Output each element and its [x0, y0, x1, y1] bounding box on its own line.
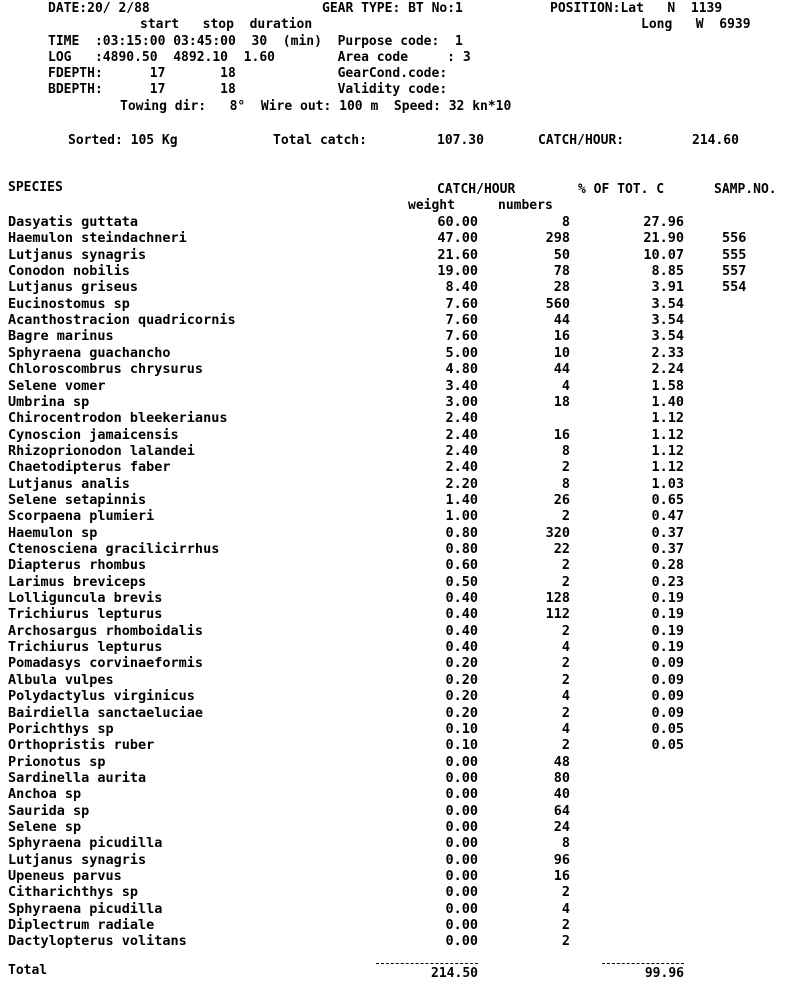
catch-numbers: 298: [545, 230, 570, 247]
species-name: Trichiurus lepturus: [8, 606, 163, 623]
pct-of-total: 8.85: [651, 263, 684, 280]
species-name: Diapterus rhombus: [8, 557, 147, 574]
catch-numbers: 8: [561, 214, 570, 230]
pct-of-total: 1.12: [651, 410, 684, 427]
species-name: Anchoa sp: [8, 786, 82, 803]
catch-weight: 0.20: [445, 688, 478, 705]
catch-weight: 0.10: [445, 720, 478, 737]
species-name: Cynoscion jamaicensis: [8, 426, 179, 443]
species-name: Lolliguncula brevis: [8, 590, 163, 607]
catch-weight: 0.00: [445, 835, 478, 852]
species-name: Sphyraena picudilla: [8, 835, 163, 852]
catch-numbers: 4: [561, 688, 570, 705]
catch-weight: 3.40: [445, 377, 478, 394]
catch-weight: 8.40: [445, 279, 478, 296]
pct-of-total: 1.12: [651, 442, 684, 459]
catch-weight: 0.00: [445, 868, 478, 884]
catch-numbers: 2: [561, 917, 570, 934]
total-pct: 99.96: [644, 966, 684, 981]
catch-weight: 19.00: [437, 263, 478, 280]
catch-weight: 7.60: [445, 328, 478, 345]
pct-of-total: 0.05: [651, 720, 684, 737]
catch-numbers: 44: [553, 312, 570, 329]
species-name: Prionotus sp: [8, 753, 106, 770]
pct-of-total: 0.47: [651, 508, 684, 525]
total-label: Total: [8, 963, 48, 978]
catch-numbers: 2: [561, 704, 570, 721]
column-header-samp-no: SAMP.NO.: [714, 182, 777, 197]
catch-weight: 0.00: [445, 802, 478, 819]
catch-numbers: 96: [553, 851, 570, 868]
pct-of-total: 0.28: [651, 557, 684, 574]
catch-numbers: 28: [553, 279, 570, 296]
species-name: Albula vulpes: [8, 671, 114, 688]
species-name: Selene vomer: [8, 377, 106, 394]
catch-numbers: 4: [561, 900, 570, 917]
species-name: Polydactylus virginicus: [8, 688, 195, 705]
species-name: Porichthys sp: [8, 720, 114, 737]
header-date: DATE:20/ 2/88: [48, 1, 150, 16]
species-name: Bagre marinus: [8, 328, 114, 345]
catch-numbers: 50: [553, 246, 570, 263]
catch-numbers: 2: [561, 884, 570, 901]
catch-weight: 1.40: [445, 491, 478, 508]
sample-number: 555: [722, 246, 747, 263]
column-subheader-numbers: numbers: [498, 198, 553, 213]
catch-weight: 2.20: [445, 475, 478, 492]
catch-numbers: 2: [561, 508, 570, 525]
species-name: Lutjanus synagris: [8, 246, 147, 263]
pct-of-total: 3.54: [651, 312, 684, 329]
catch-numbers: 4: [561, 720, 570, 737]
catch-weight: 0.40: [445, 606, 478, 623]
sample-number: 556: [722, 230, 747, 247]
catch-weight: 0.20: [445, 671, 478, 688]
pct-of-total: 0.19: [651, 590, 684, 607]
species-name: Bairdiella sanctaeluciae: [8, 704, 204, 721]
pct-of-total: 1.12: [651, 426, 684, 443]
catch-numbers: 26: [553, 491, 570, 508]
catch-weight: 7.60: [445, 312, 478, 329]
column-subheader-weight: weight: [408, 198, 455, 213]
catch-weight: 47.00: [437, 230, 478, 247]
species-name: Trichiurus lepturus: [8, 639, 163, 656]
pct-of-total: 0.37: [651, 524, 684, 541]
column-header-catch-hour: CATCH/HOUR: [437, 182, 516, 197]
catch-numbers: 128: [545, 590, 570, 607]
species-name: Sphyraena picudilla: [8, 900, 163, 917]
species-name: Lutjanus synagris: [8, 851, 147, 868]
pct-of-total: 3.54: [651, 328, 684, 345]
catch-numbers: 44: [553, 361, 570, 378]
header-gear-type: GEAR TYPE: BT No:1: [322, 1, 463, 16]
catch-weight: 21.60: [437, 246, 478, 263]
pct-of-total: 0.19: [651, 606, 684, 623]
species-name: Rhizoprionodon lalandei: [8, 442, 195, 459]
pct-of-total: 0.09: [651, 704, 684, 721]
species-name: Chirocentrodon bleekerianus: [8, 410, 228, 427]
catch-weight: 2.40: [445, 410, 478, 427]
catch-weight: 0.00: [445, 786, 478, 803]
catch-weight: 0.80: [445, 541, 478, 557]
catch-numbers: 2: [561, 622, 570, 639]
catch-numbers: 64: [553, 802, 570, 819]
catch-numbers: 80: [553, 769, 570, 786]
total-weight: 214.50: [431, 966, 478, 981]
catch-weight: 60.00: [437, 214, 478, 230]
pct-of-total: 2.24: [651, 361, 684, 378]
catch-weight: 2.40: [445, 459, 478, 476]
catch-numbers: 18: [553, 393, 570, 410]
catch-weight: 1.00: [445, 508, 478, 525]
catch-weight: 0.80: [445, 524, 478, 541]
catch-numbers: 2: [561, 933, 570, 950]
species-name: Umbrina sp: [8, 393, 90, 410]
summary-catch-hour-label: CATCH/HOUR:: [538, 133, 625, 148]
pct-of-total: 27.96: [643, 214, 684, 230]
pct-of-total: 0.19: [651, 639, 684, 656]
pct-of-total: 0.05: [651, 737, 684, 754]
summary-total-catch-value: 107.30: [437, 133, 484, 148]
species-name: Haemulon sp: [8, 524, 98, 541]
catch-weight: 0.50: [445, 573, 478, 590]
pct-of-total: 0.09: [651, 688, 684, 705]
catch-numbers: 24: [553, 818, 570, 835]
sample-number: 557: [722, 263, 747, 280]
pct-of-total: 1.12: [651, 459, 684, 476]
summary-catch-hour-value: 214.60: [692, 133, 739, 148]
pct-of-total: 1.40: [651, 393, 684, 410]
catch-weight: 0.40: [445, 639, 478, 656]
weight-total-rule: [376, 963, 478, 964]
catch-numbers: 22: [553, 541, 570, 557]
pct-of-total: 1.03: [651, 475, 684, 492]
header-time: TIME :03:15:00 03:45:00 30 (min) Purpose code: 1: [48, 34, 463, 49]
species-name: Scorpaena plumieri: [8, 508, 155, 525]
catch-weight: 4.80: [445, 361, 478, 378]
species-name: Conodon nobilis: [8, 263, 130, 280]
catch-weight: 0.10: [445, 737, 478, 754]
pct-of-total: 3.54: [651, 295, 684, 312]
pct-of-total: 21.90: [643, 230, 684, 247]
catch-numbers: 8: [561, 835, 570, 852]
species-name: Larimus breviceps: [8, 573, 147, 590]
summary-sorted: Sorted: 105 Kg: [68, 133, 178, 148]
catch-weight: 0.00: [445, 818, 478, 835]
catch-weight: 0.40: [445, 622, 478, 639]
species-name: Citharichthys sp: [8, 884, 139, 901]
catch-numbers: 48: [553, 753, 570, 770]
species-name: Chaetodipterus faber: [8, 459, 171, 476]
catch-numbers: 2: [561, 737, 570, 754]
species-name: Selene sp: [8, 818, 82, 835]
header-position-lat: POSITION:Lat N 1139: [550, 1, 723, 16]
catch-weight: 3.00: [445, 393, 478, 410]
species-name: Selene setapinnis: [8, 491, 147, 508]
species-name: Saurida sp: [8, 802, 90, 819]
catch-weight: 0.00: [445, 884, 478, 901]
species-name: Lutjanus analis: [8, 475, 130, 492]
species-name: Sardinella aurita: [8, 769, 147, 786]
catch-weight: 0.20: [445, 655, 478, 672]
species-name: Upeneus parvus: [8, 868, 122, 884]
pct-of-total: 2.33: [651, 344, 684, 361]
pct-of-total: 0.09: [651, 655, 684, 672]
catch-weight: 2.40: [445, 426, 478, 443]
pct-of-total: 0.23: [651, 573, 684, 590]
catch-numbers: 2: [561, 573, 570, 590]
header-log: LOG :4890.50 4892.10 1.60 Area code : 3: [48, 50, 471, 65]
catch-weight: 2.40: [445, 442, 478, 459]
catch-weight: 0.00: [445, 900, 478, 917]
header-position-long: Long W 6939: [641, 17, 751, 32]
header-towing: Towing dir: 8° Wire out: 100 m Speed: 32 kn*10: [120, 99, 512, 114]
catch-numbers: 4: [561, 639, 570, 656]
catch-numbers: 16: [553, 426, 570, 443]
header-bdepth: BDEPTH: 17 18 Validity code:: [48, 82, 448, 97]
sample-number: 554: [722, 279, 747, 296]
pct-of-total: 3.91: [651, 279, 684, 296]
catch-weight: 0.00: [445, 753, 478, 770]
catch-weight: 0.00: [445, 917, 478, 934]
species-name: Orthopristis ruber: [8, 737, 155, 754]
catch-numbers: 2: [561, 671, 570, 688]
catch-weight: 0.60: [445, 557, 478, 574]
catch-numbers: 78: [553, 263, 570, 280]
species-name: Eucinostomus sp: [8, 295, 130, 312]
catch-weight: 0.00: [445, 933, 478, 950]
catch-numbers: 8: [561, 442, 570, 459]
pct-of-total: 0.65: [651, 491, 684, 508]
catch-numbers: 16: [553, 328, 570, 345]
header-fdepth: FDEPTH: 17 18 GearCond.code:: [48, 66, 448, 81]
catch-weight: 5.00: [445, 344, 478, 361]
species-name: Sphyraena guachancho: [8, 344, 171, 361]
catch-numbers: 112: [545, 606, 570, 623]
catch-weight: 0.00: [445, 851, 478, 868]
species-name: Acanthostracion quadricornis: [8, 312, 236, 329]
catch-numbers: 4: [561, 377, 570, 394]
catch-numbers: 2: [561, 459, 570, 476]
column-header-species: SPECIES: [8, 180, 63, 195]
species-name: Haemulon steindachneri: [8, 230, 187, 247]
catch-weight: 7.60: [445, 295, 478, 312]
catch-numbers: 16: [553, 868, 570, 884]
species-name: Diplectrum radiale: [8, 917, 155, 934]
pct-of-total: 10.07: [643, 246, 684, 263]
pct-total-rule: [602, 963, 684, 964]
species-name: Archosargus rhomboidalis: [8, 622, 204, 639]
catch-numbers: 40: [553, 786, 570, 803]
species-name: Chloroscombrus chrysurus: [8, 361, 204, 378]
species-name: Dactylopterus volitans: [8, 933, 187, 950]
species-name: Ctenosciena gracilicirrhus: [8, 541, 220, 557]
catch-numbers: 2: [561, 655, 570, 672]
pct-of-total: 0.19: [651, 622, 684, 639]
catch-numbers: 560: [545, 295, 570, 312]
pct-of-total: 0.37: [651, 541, 684, 557]
catch-numbers: 320: [545, 524, 570, 541]
species-name: Pomadasys corvinaeformis: [8, 655, 204, 672]
pct-of-total: 1.58: [651, 377, 684, 394]
pct-of-total: 0.09: [651, 671, 684, 688]
header-start-stop-duration: start stop duration: [140, 17, 313, 32]
catch-numbers: 10: [553, 344, 570, 361]
summary-total-catch-label: Total catch:: [273, 133, 367, 148]
column-header-pct-total: % OF TOT. C: [578, 182, 665, 197]
catch-weight: 0.00: [445, 769, 478, 786]
catch-weight: 0.40: [445, 590, 478, 607]
catch-weight: 0.20: [445, 704, 478, 721]
species-name: Dasyatis guttata: [8, 214, 139, 230]
catch-numbers: 8: [561, 475, 570, 492]
species-name: Lutjanus griseus: [8, 279, 139, 296]
catch-numbers: 2: [561, 557, 570, 574]
